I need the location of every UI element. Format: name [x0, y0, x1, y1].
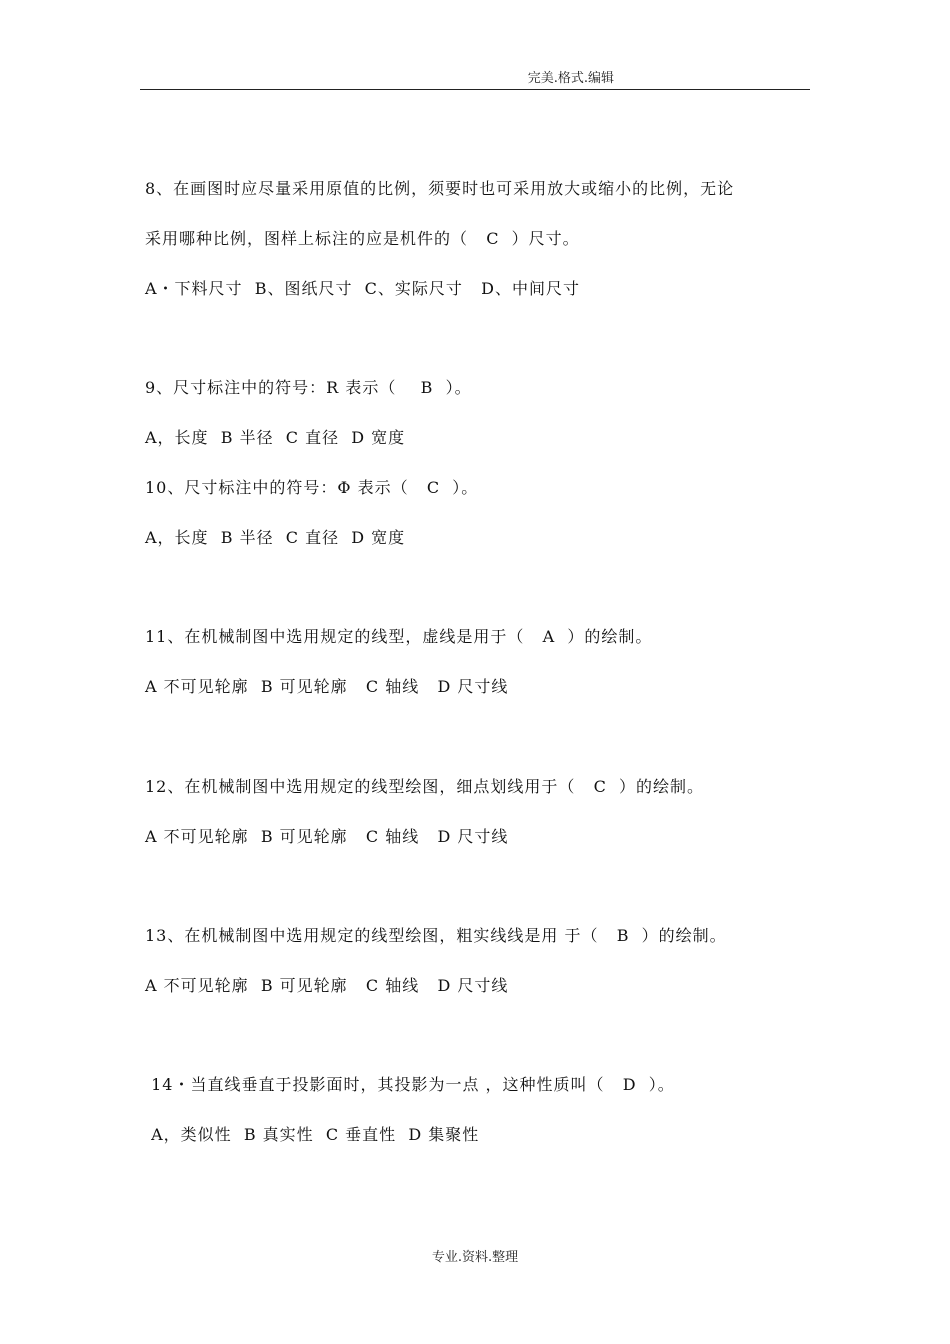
header-text: 完美.格式.编辑 [527, 71, 614, 86]
question-11-stem: 11、在机械制图中选用规定的线型，虚线是用于（ A ）的绘制。 [145, 627, 653, 646]
question-10-options: A，长度 B 半径 C 直径 D 宽度 [145, 528, 406, 547]
question-10-stem: 10、尺寸标注中的符号：Φ 表示（ C ）。 [145, 478, 479, 497]
question-8-stem-line-1: 8、在画图时应尽量采用原值的比例，须要时也可采用放大或缩小的比例，无论 [145, 179, 735, 198]
question-13-options: A 不可见轮廓 B 可见轮廓 C 轴线 D 尺寸线 [145, 976, 509, 995]
question-12-stem: 12、在机械制图中选用规定的线型绘图，细点划线用于（ C ）的绘制。 [145, 777, 705, 796]
question-8-options: A・下料尺寸 B、图纸尺寸 C、实际尺寸 D、中间尺寸 [145, 279, 580, 298]
question-14-stem: 14・当直线垂直于投影面时，其投影为一点 ，这种性质叫（ D ）。 [145, 1075, 675, 1094]
page-footer: 专业.资料.整理 [431, 1250, 519, 1265]
question-14-options: A，类似性 B 真实性 C 垂直性 D 集聚性 [145, 1125, 480, 1144]
question-13-stem: 13、在机械制图中选用规定的线型绘图，粗实线线是用 于（ B ）的绘制。 [145, 926, 727, 945]
question-8-stem-line-2: 采用哪种比例，图样上标注的应是机件的（ C ）尺寸。 [145, 229, 580, 248]
page-header [140, 70, 810, 90]
question-9-stem: 9、尺寸标注中的符号：R 表示（ B ）。 [145, 378, 472, 397]
question-9-options: A，长度 B 半径 C 直径 D 宽度 [145, 428, 406, 447]
question-12-options: A 不可见轮廓 B 可见轮廓 C 轴线 D 尺寸线 [145, 827, 509, 846]
question-11-options: A 不可见轮廓 B 可见轮廓 C 轴线 D 尺寸线 [145, 677, 509, 696]
